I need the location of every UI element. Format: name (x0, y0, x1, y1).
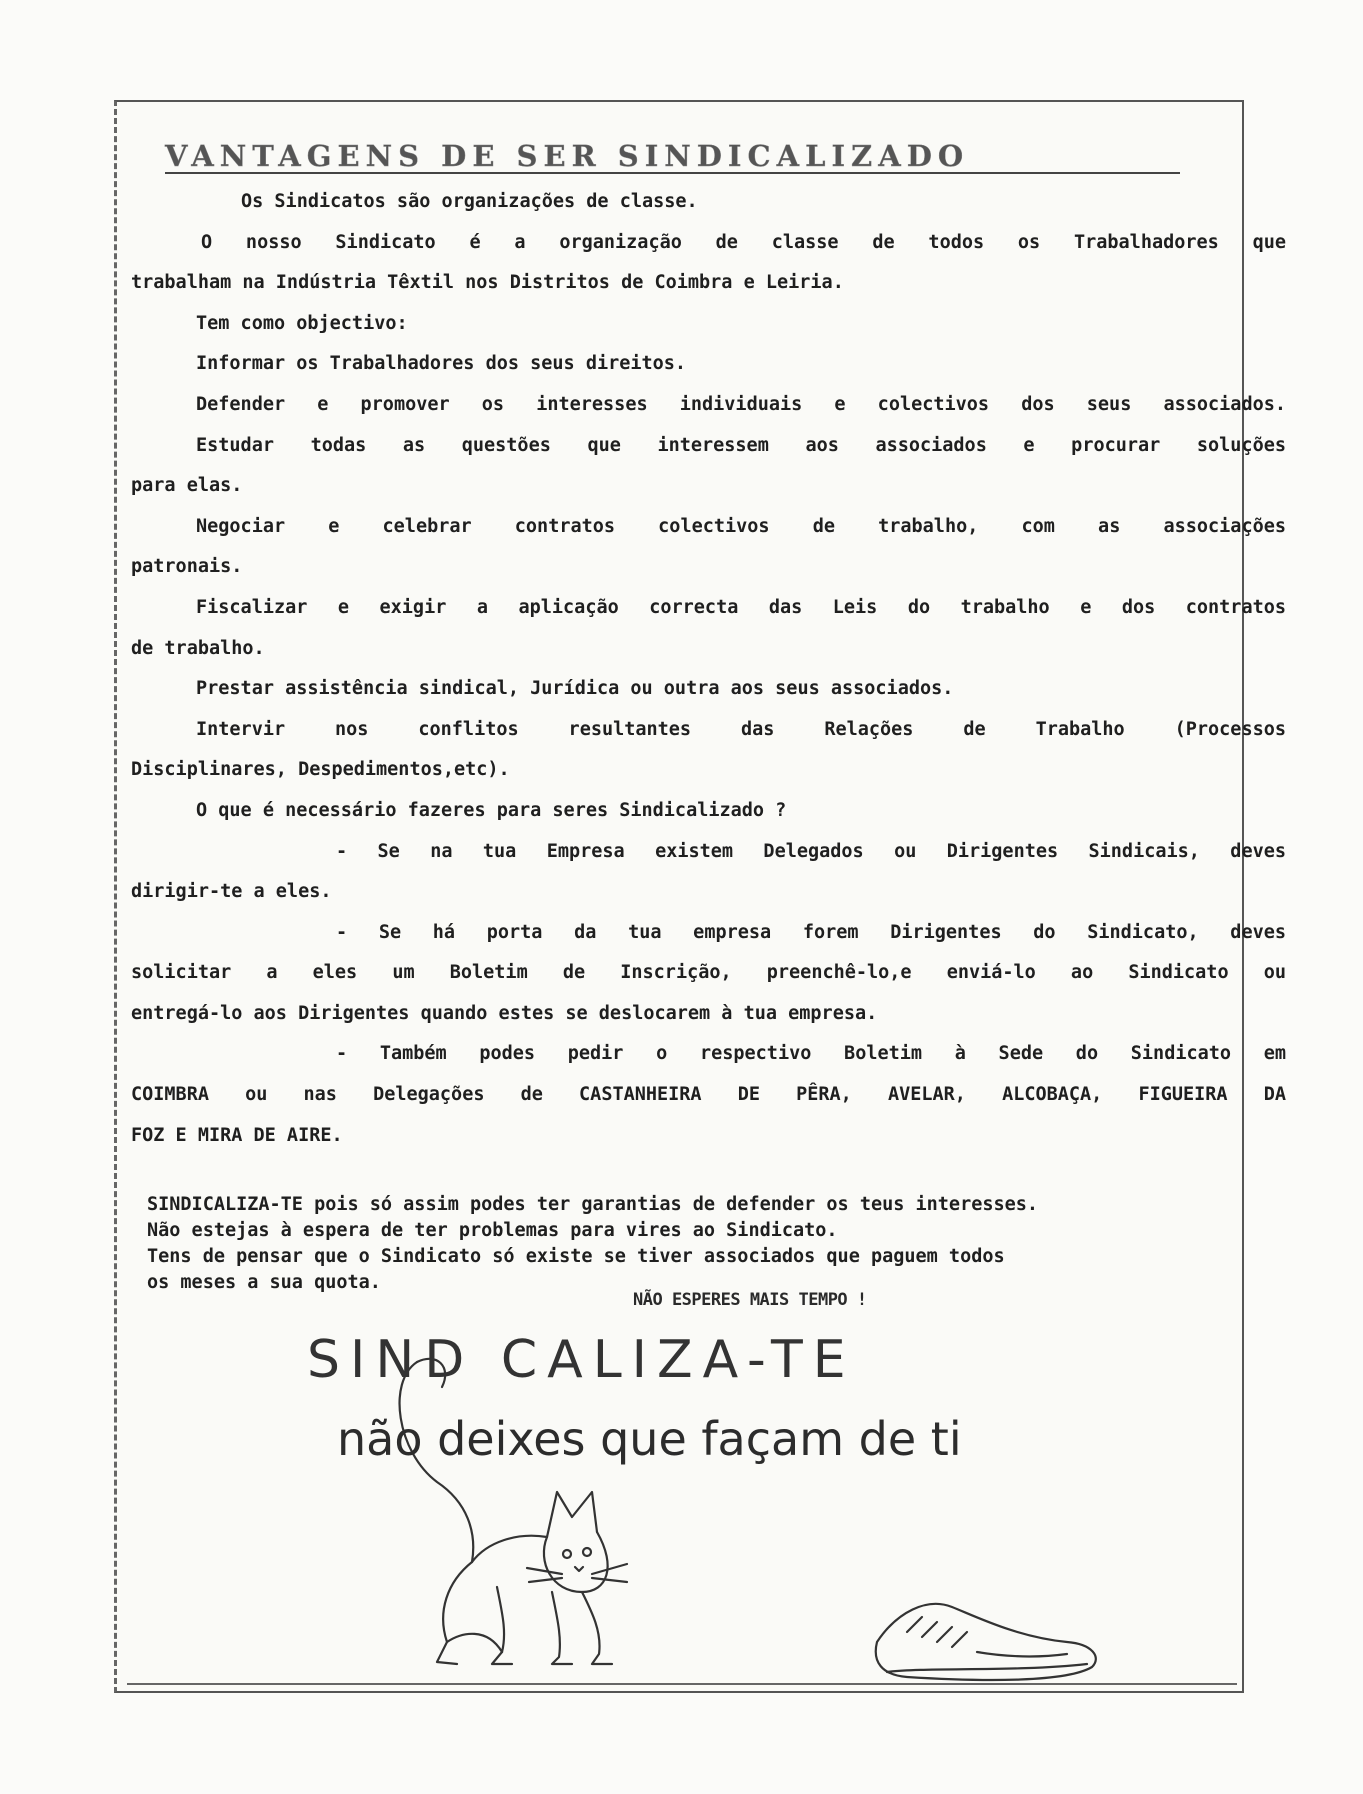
slogan-title: SIND CALIZA-TE (307, 1330, 856, 1390)
paragraph-line: FOZ E MIRA DE AIRE. (131, 1124, 343, 1146)
paragraph-line: Disciplinares, Despedimentos,etc). (131, 759, 510, 781)
paragraph-line: Tem como objectivo: (196, 312, 408, 334)
paragraph-line: O nosso Sindicato é a organização de classe de todos os Trabalhadores que (201, 231, 1286, 253)
paragraph-line: Os Sindicatos são organizações de classe. (241, 191, 698, 212)
paragraph-line: - Também podes pedir o respectivo Boletim à Sede do Sindicato em (336, 1043, 1286, 1065)
title-underline (165, 172, 1180, 174)
paragraph-line: Defender e promover os interesses individuais e colectivos dos seus associados. (196, 393, 1286, 415)
paragraph-line: solicitar a eles um Boletim de Inscrição, preenchê-lo,e enviá-lo ao Sindicato ou (131, 962, 1286, 984)
paragraph-line: patronais. (131, 556, 243, 578)
paragraph-line: trabalham na Indústria Têxtil nos Distritos de Coimbra e Leiria. (131, 272, 844, 294)
paragraph-line: Estudar todas as questões que interessem aos associados e procurar soluções (196, 434, 1286, 456)
paragraph-line: Prestar assistência sindical, Jurídica ou outra aos seus associados. (196, 678, 954, 700)
page-title: VANTAGENS DE SER SINDICALIZADO (165, 139, 970, 174)
slogan-subtitle: não deixes que façam de ti (337, 1412, 962, 1466)
body-paragraphs (131, 182, 1286, 1156)
paragraph-line: O que é necessário fazeres para seres Sindicalizado ? (196, 799, 787, 821)
paragraph-line: Intervir nos conflitos resultantes das Relações de Trabalho (Processos (196, 718, 1286, 740)
closing-paragraph (147, 1192, 1267, 1296)
closing-line: os meses a sua quota. (147, 1272, 381, 1293)
paragraph-line: entregá-lo aos Dirigentes quando estes se deslocarem à tua empresa. (131, 1002, 878, 1024)
paragraph-line: COIMBRA ou nas Delegações de CASTANHEIRA DE PÊRA, AVELAR, ALCOBAÇA, FIGUEIRA DA (131, 1084, 1286, 1106)
closing-line: SINDICALIZA-TE pois só assim podes ter garantias de defender os teus interesses. (147, 1194, 1039, 1215)
paragraph-line: Informar os Trabalhadores dos seus direitos. (196, 353, 687, 375)
paragraph-line: de trabalho. (131, 637, 265, 659)
footer-rule (127, 1683, 1237, 1685)
cat-icon (377, 1342, 657, 1682)
paragraph-line: para elas. (131, 475, 243, 497)
shoe-icon (867, 1582, 1107, 1692)
paragraph-line: Fiscalizar e exigir a aplicação correcta das Leis do trabalho e dos contratos (196, 596, 1286, 618)
warning-line: NÃO ESPERES MAIS TEMPO ! (633, 1290, 867, 1310)
paragraph-line: - Se na tua Empresa existem Delegados ou Dirigentes Sindicais, deves (336, 840, 1286, 862)
paragraph-line: Negociar e celebrar contratos colectivos de trabalho, com as associações (196, 515, 1286, 537)
paragraph-line: - Se há porta da tua empresa forem Dirigentes do Sindicato, deves (336, 921, 1286, 943)
closing-line: Não estejas à espera de ter problemas para vires ao Sindicato. (147, 1220, 838, 1241)
leaflet-sheet (114, 100, 1286, 1693)
paragraph-line: dirigir-te a eles. (131, 881, 332, 903)
closing-line: Tens de pensar que o Sindicato só existe se tiver associados que paguem todos (147, 1246, 1005, 1267)
